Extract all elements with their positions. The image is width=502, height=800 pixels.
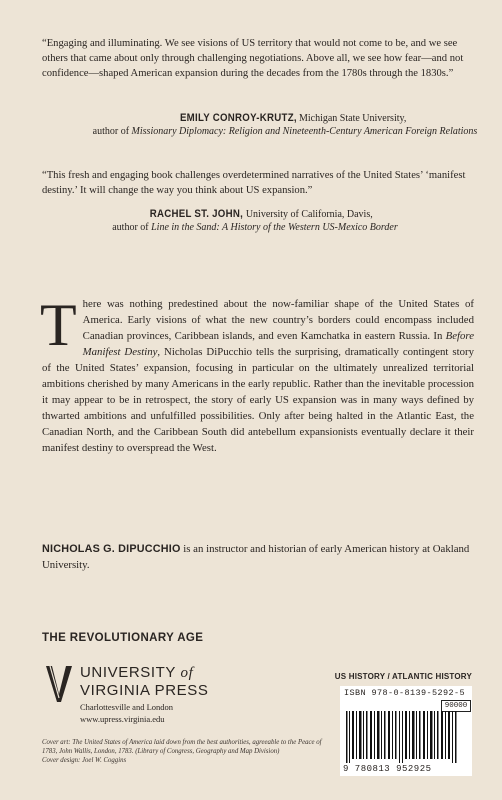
subject-category: US HISTORY / ATLANTIC HISTORY [334,672,472,681]
cover-credits [42,738,332,765]
quote-1-author-prefix: author of [92,126,132,137]
author-bio [42,541,474,573]
quote-1-affiliation: Michigan State University, [296,113,407,124]
author-name: NICHOLAS G. DIPUCCHIO [42,543,181,555]
publisher-of: of [180,665,194,681]
quote-2-text: “This fresh and engaging book challenges overdetermined narratives of the United States’ ‘manifest destiny.’ It will change the way you think about US expansion.” [42,170,466,196]
quote-2-name: RACHEL ST. JOHN, [149,208,244,220]
isbn-barcode-number: 9 780813 952925 [343,764,432,774]
publisher-line-2: VIRGINIA PRESS [80,682,209,699]
publisher-url: www.upress.virginia.edu [80,714,165,724]
quote-1-name: EMILY CONROY-KRUTZ, [179,112,297,124]
quote-2 [42,168,472,198]
quote-1-attribution [70,112,500,138]
barcode-icon [344,711,468,763]
series-title: THE REVOLUTIONARY AGE [42,632,204,644]
price-code: 90000 [441,700,471,712]
description-part-2: , Nicholas DiPucchio tells the surprising, dramatically contingent story of the United States’ expansion, focusing in particular on the ultimately unrealized territorial ambitions cherished by many Americans in the early republic. Rather than the inevitable procession it may appear to be in retrospect, the story of early US expansion was in many ways defined by thwarted ambitions and unfulfilled possibilities. Only after being halted in the Atlantic East, the Canadian North, and the Caribbean South did antebellum expansionists eventually declare it their manifest destiny to overspread the West. [42,346,474,454]
drop-cap: T [40,292,77,358]
description-part-1: here was nothing predestined about the now-familiar shape of the United States of America. Early visions of what the new country’s borders could encompass included Canadian provinces, Caribbean islands, and even Kamchatka in eastern Russia. In [82,298,474,342]
quote-2-book: Line in the Sand: A History of the Western US-Mexico Border [151,222,398,233]
quote-1 [42,36,472,81]
uva-press-v-logo-icon [44,664,74,704]
cover-design-credit: Cover design: Joel W. Coggins [42,757,127,764]
quote-2-author-prefix: author of [112,222,152,233]
description-book-title: Before Manifest Destiny [82,330,474,358]
cover-art-label: Cover art: [42,739,73,746]
quote-1-book: Missionary Diplomacy: Religion and Nineteenth-Century American Foreign Relations [131,126,478,137]
quote-1-text: “Engaging and illuminating. We see visions of US territory that would not come to be, and we see others that came about only through challenging negotiations. Above all, we see how fear—and not confidence—shaped American expansion during the decades from the 1780s through the 1830s.” [42,38,464,79]
author-bio-text: is an instructor and historian of early American history at Oakland University. [42,543,470,571]
publisher-university: UNIVERSITY [80,664,181,681]
book-description [40,292,474,456]
publisher-cities: Charlottesville and London [80,702,174,712]
quote-2-affiliation: University of California, Davis, [243,209,373,220]
cover-art-credit: The United States of America laid down from the best authorities, agreeable to the Peace of 1783, John Wallis, London, 1783. (Library of Congress, Geography and Map Division) [42,739,322,755]
quote-2-attribution [40,208,470,234]
isbn-text: ISBN 978-0-8139-5292-5 [344,688,466,698]
publisher-line-1 [80,664,193,682]
